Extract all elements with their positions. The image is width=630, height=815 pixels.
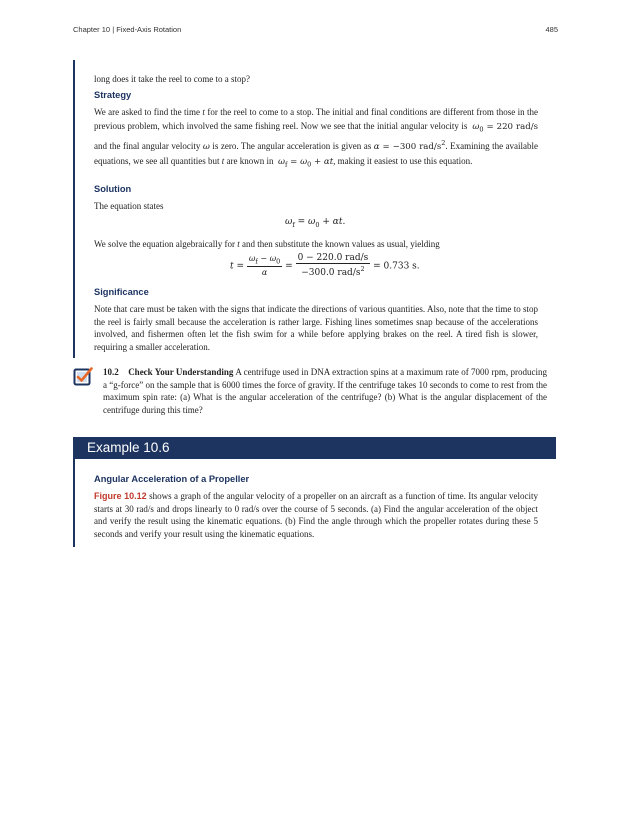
intro-line: long does it take the reel to come to a stop?: [94, 74, 250, 84]
equation-omega-f: $\omega_f = \omega_0 + \alpha t$.: [285, 217, 346, 229]
strategy-text-5: Examining the available equations, we see all quantities but: [94, 141, 539, 166]
solution-states: The equation states: [94, 201, 164, 211]
example-title: Angular Acceleration of a Propeller: [94, 474, 250, 484]
running-header-chapter: Chapter 10 | Fixed-Axis Rotation: [73, 25, 182, 34]
example-banner: [73, 437, 556, 459]
alpha-expression: α = −300 rad/$s^2$: [373, 139, 446, 153]
check-understanding-paragraph: [103, 366, 547, 416]
example-banner-title: Example 10.6: [87, 440, 170, 455]
strategy-text-2: for the reel to come to a stop. The initial and final conditions are different from those in the previous problem, which involved the same fishing reel. Now we see that the initial angular velocity is: [94, 107, 539, 131]
example-left-rule: [73, 60, 75, 358]
strategy-text-1: We are asked to find the time: [94, 107, 201, 117]
significance-heading: Significance: [94, 287, 149, 297]
strategy-text-7: , making it easiest to use this equation.: [333, 155, 473, 166]
solve-paragraph: We solve the equation algebraically for t and then substitute the known values as usual, yielding: [94, 239, 440, 249]
kinematic-equation-inline: $\omega_f = \omega_0 + \alpha t$: [277, 156, 334, 169]
symbolic-fraction: $\frac{\omega_f - \omega_0}{\alpha}$: [248, 253, 281, 278]
var-t: t: [202, 107, 205, 117]
equation-time-solution: t = $\frac{\omega_f - \omega_0}{\alpha}$ = $\frac{\text{0 − 220.0 rad/s}}{-300.0 rad/s^2}$ = 0.733 s.: [230, 253, 420, 278]
time-result: = 0.733 s.: [373, 261, 420, 272]
example-text: shows a graph of the angular velocity of a propeller on an aircraft as a function of time. Its angular velocity starts at 30 rad/s and drops linearly to 0 rad/s over the course of 5 seconds. (a) Find the angular acceleration of the object and verify the result using the kinematic equations. (b) Find the angle through which the propeller rotates during these 5 seconds and verify your result using the kinematic equations.: [94, 491, 538, 539]
figure-link[interactable]: Figure 10.12: [94, 491, 147, 501]
check-number: 10.2: [103, 367, 119, 377]
check-text: A centrifuge used in DNA extraction spins at a maximum rate of 7000 rpm, producing a “g-force” on the sample that is 6000 times the force of gravity. If the centrifuge takes 10 seconds to come to rest from the maximum spin rate: (a) What is the angular acceleration of the centrifuge? (b) What is the angular displacement of the centrifuge during this time?: [103, 367, 548, 415]
strategy-heading: Strategy: [94, 90, 132, 100]
strategy-text-4: is zero. The angular acceleration is given as: [212, 141, 372, 152]
strategy-text-6: are known in: [226, 155, 274, 166]
strategy-text-3: and the final angular velocity: [94, 141, 201, 152]
example-paragraph: [94, 490, 538, 540]
numeric-fraction: $\frac{\text{0 − 220.0 rad/s}}{-300.0 rad/s^2}$: [297, 253, 369, 278]
strategy-paragraph: We are asked to find the time t for the reel to come to a stop. The initial and final conditions are different from those in the previous problem, which involved the same fishing reel. Now we see that the initial angular velocity is $\omega_0 = 220$ rad/s and the final angular velocity ω is zero. The angular acceleration is given as α = −300 rad/$s^2$. Examining the available equations, we see all quantities but t are known in $\omega_f = \omega_0 + \alpha t$, making it easiest to use this equation.: [94, 107, 539, 169]
significance-paragraph: Note that care must be taken with the signs that indicate the directions of various quantities. Also, note that the time to stop the reel is fairly small because the acceleration is rather large. Fishing lines sometimes snap because of the accelerations involved, and fishermen often let the fish swim for a while before applying brakes on the reel. A tired fish is slower, requiring a smaller acceleration.: [94, 304, 538, 352]
omega0-expression: $\omega_0 = 220$ rad/s: [472, 121, 538, 134]
page-number: 485: [545, 25, 558, 34]
var-t: t: [221, 155, 225, 166]
example-left-rule-2: [73, 457, 75, 547]
check-label: Check Your Understanding: [128, 367, 234, 377]
solution-heading: Solution: [94, 184, 132, 194]
omega-symbol: ω: [202, 142, 210, 153]
check-understanding-icon: [73, 366, 93, 386]
